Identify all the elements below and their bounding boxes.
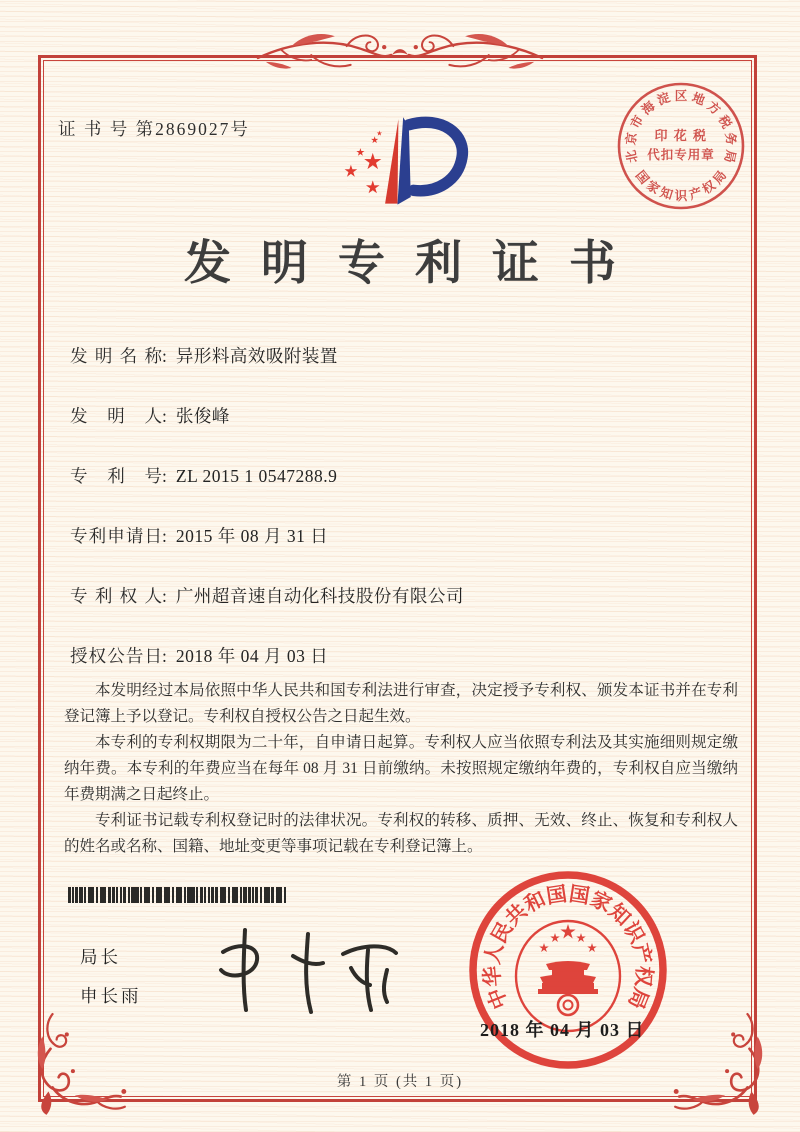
signer-name: 申长雨: [80, 986, 142, 1006]
svg-text:国: 国: [632, 168, 652, 187]
tax-stamp-line1: 印 花 税: [654, 128, 708, 143]
field-value: 2018 年 04 月 03 日: [175, 646, 329, 666]
logo-blue-bowl: [409, 122, 463, 190]
certificate-field-row: [70, 644, 730, 668]
legal-paragraph: 本发明经过本局依照中华人民共和国专利法进行审查，决定授予专利权、颁发本证书并在专利登记簿上予以登记。专利权自授权公告之日起生效。: [64, 682, 738, 725]
field-value: 异形料高效吸附装置: [175, 346, 338, 366]
certificate-fields: [70, 344, 730, 704]
field-value: 广州超音速自动化科技股份有限公司: [175, 586, 464, 606]
svg-text:知: 知: [658, 185, 675, 203]
top-flourish-ornament: [252, 24, 548, 88]
barcode: [68, 887, 286, 903]
svg-text:知: 知: [604, 900, 635, 931]
svg-text:和: 和: [521, 888, 550, 917]
signer-block: [80, 944, 142, 1022]
svg-text:家: 家: [643, 178, 663, 197]
svg-text:国: 国: [544, 883, 569, 909]
field-colon: :: [162, 646, 167, 666]
logo-red-wedge: [385, 119, 398, 204]
tax-stamp-line2: 代扣专用章: [647, 148, 715, 162]
svg-text:权: 权: [699, 178, 719, 197]
field-colon: :: [162, 346, 167, 366]
svg-text:海: 海: [639, 98, 658, 118]
svg-text:北: 北: [623, 148, 641, 164]
certificate-title: 发明专利证书: [184, 238, 646, 290]
svg-text:识: 识: [618, 918, 648, 948]
cnipa-logo: [330, 100, 482, 218]
field-label: 发明人: [70, 406, 162, 426]
field-label: 专利权人: [70, 586, 162, 606]
svg-text:民: 民: [488, 918, 518, 948]
field-colon: :: [162, 466, 167, 486]
svg-text:税: 税: [715, 113, 734, 131]
svg-text:地: 地: [690, 90, 707, 108]
field-colon: :: [162, 586, 167, 606]
svg-text:华: 华: [481, 965, 506, 988]
tax-stamp: [613, 78, 749, 214]
svg-text:产: 产: [687, 185, 704, 203]
svg-text:局: 局: [710, 168, 730, 187]
field-label: 发明名称: [70, 346, 162, 366]
svg-text:局: 局: [721, 148, 739, 164]
svg-text:局: 局: [623, 984, 652, 1012]
bottom-left-corner-ornament: [22, 1008, 134, 1120]
svg-text:淀: 淀: [655, 90, 672, 108]
signer-title: 局长: [80, 947, 121, 967]
certificate-field-row: [70, 344, 730, 368]
field-label: 专利号: [70, 466, 162, 486]
field-label: 专利申请日: [70, 526, 162, 546]
field-colon: :: [162, 406, 167, 426]
svg-text:务: 务: [722, 131, 739, 146]
legal-text: [64, 678, 738, 860]
issue-date: 2018 年 04 月 03 日: [480, 1020, 645, 1040]
national-emblem: [516, 921, 620, 1031]
svg-text:区: 区: [674, 89, 688, 103]
field-colon: :: [162, 526, 167, 546]
svg-text:产: 产: [628, 941, 655, 967]
svg-text:方: 方: [704, 98, 723, 118]
page-footer: 第 1 页 (共 1 页): [336, 1074, 464, 1090]
svg-text:市: 市: [628, 113, 647, 131]
field-value: ZL 2015 1 0547288.9: [175, 466, 338, 486]
svg-text:权: 权: [630, 965, 655, 988]
field-value: 2015 年 08 月 31 日: [175, 526, 329, 546]
svg-text:国: 国: [567, 883, 592, 909]
svg-text:人: 人: [481, 941, 508, 967]
svg-text:中: 中: [484, 984, 513, 1012]
svg-text:家: 家: [586, 888, 615, 917]
field-label: 授权公告日: [70, 646, 162, 666]
svg-text:京: 京: [623, 131, 640, 146]
certificate-field-row: [70, 524, 730, 548]
certificate-field-row: [70, 464, 730, 488]
legal-paragraph: 本专利的专利权期限为二十年，自申请日起算。专利权人应当依照专利法及其实施细则规定缴纳年费。本专利的年费应当在每年 08 月 31 日前缴纳。未按照规定缴纳年费的，专利权自应当缴纳年费期满之日起终止。: [64, 734, 738, 803]
legal-paragraph: 专利证书记载专利权登记时的法律状况。专利权的转移、质押、无效、终止、恢复和专利权人的姓名或名称、国籍、地址变更等事项记载在专利登记簿上。: [64, 812, 738, 855]
certificate-field-row: [70, 584, 730, 608]
certificate-number: 证 书 号 第2869027号: [58, 119, 250, 139]
svg-text:共: 共: [501, 900, 532, 931]
field-value: 张俊峰: [175, 406, 230, 426]
certificate-field-row: [70, 404, 730, 428]
svg-text:识: 识: [674, 189, 688, 203]
bottom-right-corner-ornament: [666, 1008, 778, 1120]
signature-image: [205, 922, 400, 1022]
